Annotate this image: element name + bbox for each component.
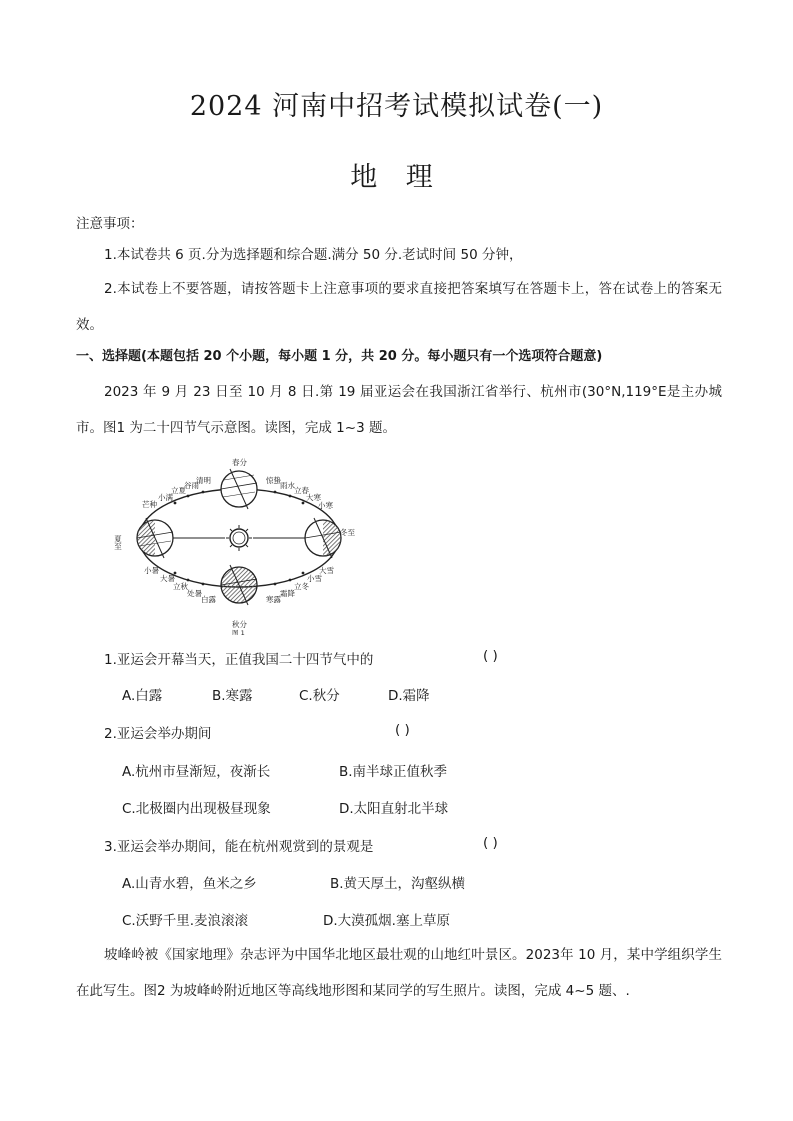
question-2-option-d[interactable]: D.太阳直射北半球 bbox=[339, 801, 449, 817]
label-xiaoshu: 小暑 bbox=[144, 566, 159, 575]
label-jingzhe: 惊蛰 bbox=[266, 476, 281, 485]
label-liqiu: 立秋 bbox=[173, 582, 188, 591]
question-1-option-a[interactable]: A.白露 bbox=[122, 688, 163, 704]
question-3-option-a[interactable]: A.山青水碧，鱼米之乡 bbox=[122, 876, 257, 892]
section-heading: 一、选择题(本题包括 20 个小题，每小题 1 分，共 20 分。每小题只有一个选项符合题意) bbox=[76, 349, 603, 364]
question-2-stem: 2.亚运会举办期间 bbox=[104, 726, 212, 742]
question-3-bracket: ( ) bbox=[483, 835, 498, 851]
notice-heading: 注意事项： bbox=[76, 216, 144, 232]
label-shuangjiang: 霜降 bbox=[280, 589, 295, 598]
label-lidong: 立冬 bbox=[294, 582, 309, 591]
label-lixia: 立夏 bbox=[171, 486, 186, 495]
label-xiaohan: 小寒 bbox=[318, 501, 333, 510]
earth-qiufen bbox=[221, 565, 257, 605]
earth-chunfen bbox=[221, 469, 257, 509]
exam-title: 2024 河南中招考试模拟试卷(一) bbox=[189, 91, 604, 122]
question-1-stem: 1.亚运会开幕当天，正值我国二十四节气中的 bbox=[104, 652, 374, 668]
label-xiazhi: 夏至 bbox=[113, 535, 123, 550]
question-2-bracket: ( ) bbox=[395, 722, 410, 738]
question-1-option-d[interactable]: D.霜降 bbox=[388, 688, 430, 704]
label-hanlu: 寒露 bbox=[266, 595, 281, 604]
subject-title: 地 理 bbox=[350, 162, 443, 193]
question-3-option-b[interactable]: B.黄天厚土，沟壑纵横 bbox=[330, 876, 466, 892]
label-qingming: 清明 bbox=[196, 476, 211, 485]
question-3-stem: 3.亚运会举办期间，能在杭州观赏到的景观是 bbox=[104, 839, 374, 855]
label-dashu: 大暑 bbox=[160, 574, 175, 583]
label-bailu: 白露 bbox=[201, 595, 216, 604]
label-lichun: 立春 bbox=[294, 486, 309, 495]
solar-terms-diagram bbox=[108, 455, 370, 635]
question-2-option-c[interactable]: C.北极圈内出现极昼现象 bbox=[122, 801, 271, 817]
sun-icon bbox=[226, 525, 252, 551]
question-3-option-c[interactable]: C.沃野千里.麦浪滚滚 bbox=[122, 913, 249, 929]
label-xiaoxue: 小雪 bbox=[307, 574, 322, 583]
label-qiufen: 秋分 bbox=[232, 620, 247, 629]
question-1-bracket: ( ) bbox=[483, 648, 498, 664]
label-yushui: 雨水 bbox=[280, 481, 295, 490]
notice-item-1: 1.本试卷共 6 页.分为选择题和综合题.满分 50 分.老试时间 50 分钟， bbox=[104, 247, 523, 263]
question-1-option-b[interactable]: B.寒露 bbox=[212, 688, 253, 704]
label-daxue: 大雪 bbox=[319, 566, 334, 575]
question-2-option-b[interactable]: B.南半球正值秋季 bbox=[339, 764, 448, 780]
label-xiaoman: 小满 bbox=[158, 493, 173, 502]
label-dahan: 大寒 bbox=[306, 493, 321, 502]
label-dongzhi: 冬至 bbox=[340, 528, 355, 537]
question-1-option-c[interactable]: C.秋分 bbox=[299, 688, 340, 704]
question-2-option-a[interactable]: A.杭州市昼渐短，夜渐长 bbox=[122, 764, 271, 780]
question-3-option-d[interactable]: D.大漠孤烟.塞上草原 bbox=[323, 913, 450, 929]
passage-2: 坡峰岭被《国家地理》杂志评为中国华北地区最壮观的山地红叶景区。2023年 10 月，某中学组织学生在此写生。图2 为坡峰岭附近地区等高线地形图和某同学的写生照片。读图，完成 4~5 题、. bbox=[76, 947, 722, 999]
label-guyu: 谷雨 bbox=[184, 481, 199, 490]
label-mangzhong: 芒种 bbox=[142, 500, 157, 509]
label-chunfen: 春分 bbox=[232, 458, 247, 467]
label-chushu: 处暑 bbox=[187, 589, 202, 598]
figure-caption: 图 1 bbox=[232, 629, 245, 635]
section-intro: 2023 年 9 月 23 日至 10 月 8 日.第 19 届亚运会在我国浙江省举行、杭州市(30°N,119°E是主办城市。图1 为二十四节气示意图。读图，完成 1~3 题。 bbox=[76, 384, 722, 436]
notice-item-2: 2.本试卷上不要答题，请按答题卡上注意事项的要求直接把答案填写在答题卡上，答在试卷上的答案无效。 bbox=[76, 281, 722, 333]
